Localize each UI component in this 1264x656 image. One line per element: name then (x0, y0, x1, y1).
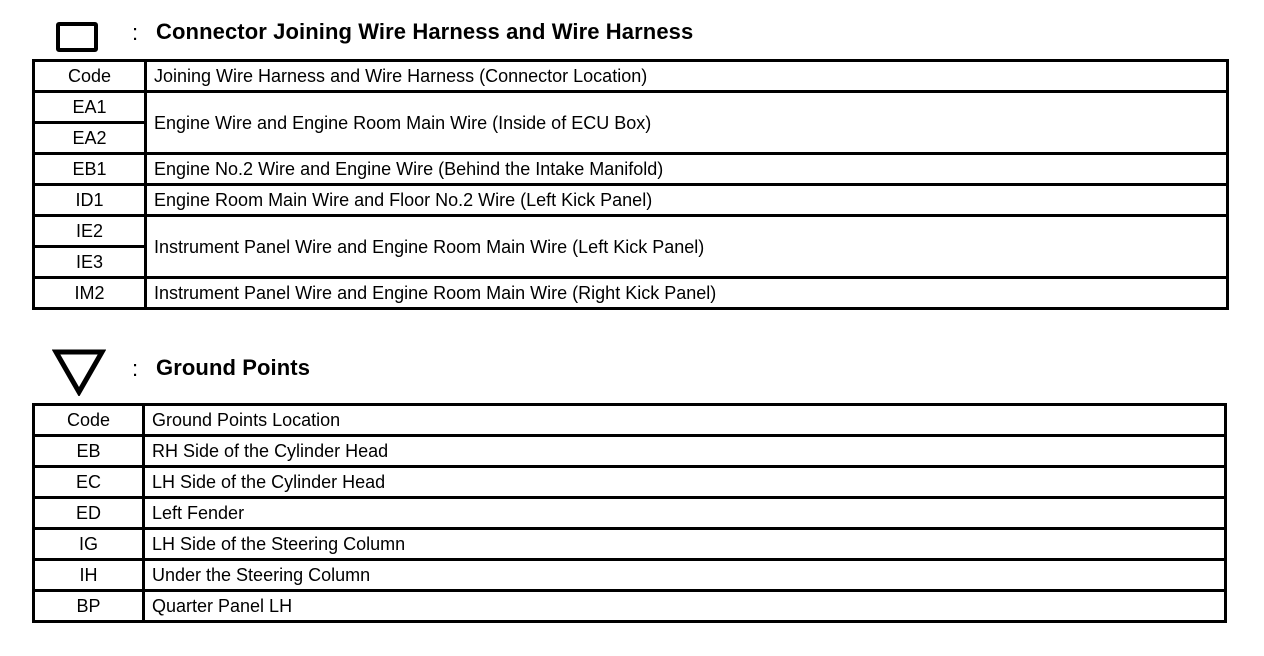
column-header-code: Code (34, 61, 146, 92)
description-cell: Instrument Panel Wire and Engine Room Main Wire (Right Kick Panel) (146, 278, 1228, 309)
code-cell: EB1 (34, 154, 146, 185)
code-cell: IM2 (34, 278, 146, 309)
code-cell: IG (34, 529, 144, 560)
description-cell: LH Side of the Steering Column (144, 529, 1226, 560)
table-header-row (34, 405, 1226, 436)
description-cell: Quarter Panel LH (144, 591, 1226, 622)
table-row (34, 185, 1228, 216)
section1-colon: : (132, 20, 139, 45)
section2-title: Ground Points (156, 355, 311, 380)
code-cell: BP (34, 591, 144, 622)
description-cell: RH Side of the Cylinder Head (144, 436, 1226, 467)
table-row (34, 560, 1226, 591)
code-cell: IE2 (34, 216, 146, 247)
code-cell: IH (34, 560, 144, 591)
description-cell: LH Side of the Cylinder Head (144, 467, 1226, 498)
code-cell: IE3 (34, 247, 146, 278)
column-header-code: Code (34, 405, 144, 436)
description-cell: Left Fender (144, 498, 1226, 529)
description-cell: Engine Wire and Engine Room Main Wire (Inside of ECU Box) (146, 92, 1228, 154)
ground-triangle-icon (52, 348, 106, 396)
table-row (34, 498, 1226, 529)
column-header-location: Joining Wire Harness and Wire Harness (Connector Location) (146, 61, 1228, 92)
table-row (34, 216, 1228, 247)
ground-points-table (32, 403, 1227, 623)
description-cell: Instrument Panel Wire and Engine Room Main Wire (Left Kick Panel) (146, 216, 1228, 278)
description-cell: Engine No.2 Wire and Engine Wire (Behind the Intake Manifold) (146, 154, 1228, 185)
code-cell: EA2 (34, 123, 146, 154)
code-cell: EB (34, 436, 144, 467)
connector-rectangle-icon (56, 22, 98, 52)
description-cell: Engine Room Main Wire and Floor No.2 Wire (Left Kick Panel) (146, 185, 1228, 216)
table-row (34, 436, 1226, 467)
connector-table (32, 59, 1229, 310)
table-row (34, 529, 1226, 560)
code-cell: ID1 (34, 185, 146, 216)
section1-title: Connector Joining Wire Harness and Wire Harness (156, 19, 694, 44)
table-row (34, 278, 1228, 309)
table-row (34, 92, 1228, 123)
code-cell: EC (34, 467, 144, 498)
section2-colon: : (132, 356, 139, 381)
code-cell: EA1 (34, 92, 146, 123)
table-header-row (34, 61, 1228, 92)
code-cell: ED (34, 498, 144, 529)
table-row (34, 467, 1226, 498)
table-row (34, 591, 1226, 622)
column-header-location: Ground Points Location (144, 405, 1226, 436)
table-row (34, 154, 1228, 185)
description-cell: Under the Steering Column (144, 560, 1226, 591)
